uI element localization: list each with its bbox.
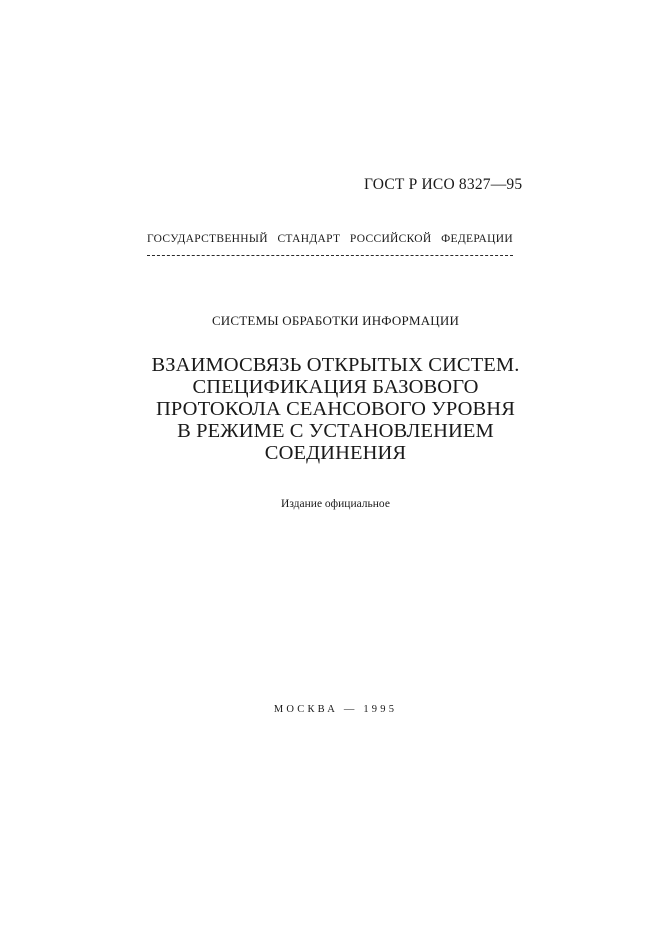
title-line-2: СПЕЦИФИКАЦИЯ БАЗОВОГО [192, 376, 479, 398]
standard-designation: ГОСТ Р ИСО 8327—95 [364, 176, 523, 193]
publisher-imprint: МОСКВА — 1995 [273, 704, 398, 715]
heading-word-standard: СТАНДАРТ [277, 233, 341, 245]
heading-divider [147, 255, 513, 256]
title-line-3: ПРОТОКОЛА СЕАНСОВОГО УРОВНЯ [156, 398, 515, 420]
title-line-1: ВЗАИМОСВЯЗЬ ОТКРЫТЫХ СИСТЕМ. [151, 354, 520, 376]
document-title [0, 354, 661, 464]
title-line-5: СОЕДИНЕНИЯ [264, 442, 407, 464]
heading-word-state: ГОСУДАРСТВЕННЫЙ [147, 233, 268, 245]
title-line-4: В РЕЖИМЕ С УСТАНОВЛЕНИЕМ [177, 420, 494, 442]
heading-word-russian: РОССИЙСКОЙ [349, 233, 432, 245]
edition-note: Издание официальное [281, 498, 390, 510]
state-standard-heading [147, 233, 513, 245]
heading-word-federation: ФЕДЕРАЦИИ [441, 233, 513, 245]
series-title: СИСТЕМЫ ОБРАБОТКИ ИНФОРМАЦИИ [211, 313, 460, 328]
